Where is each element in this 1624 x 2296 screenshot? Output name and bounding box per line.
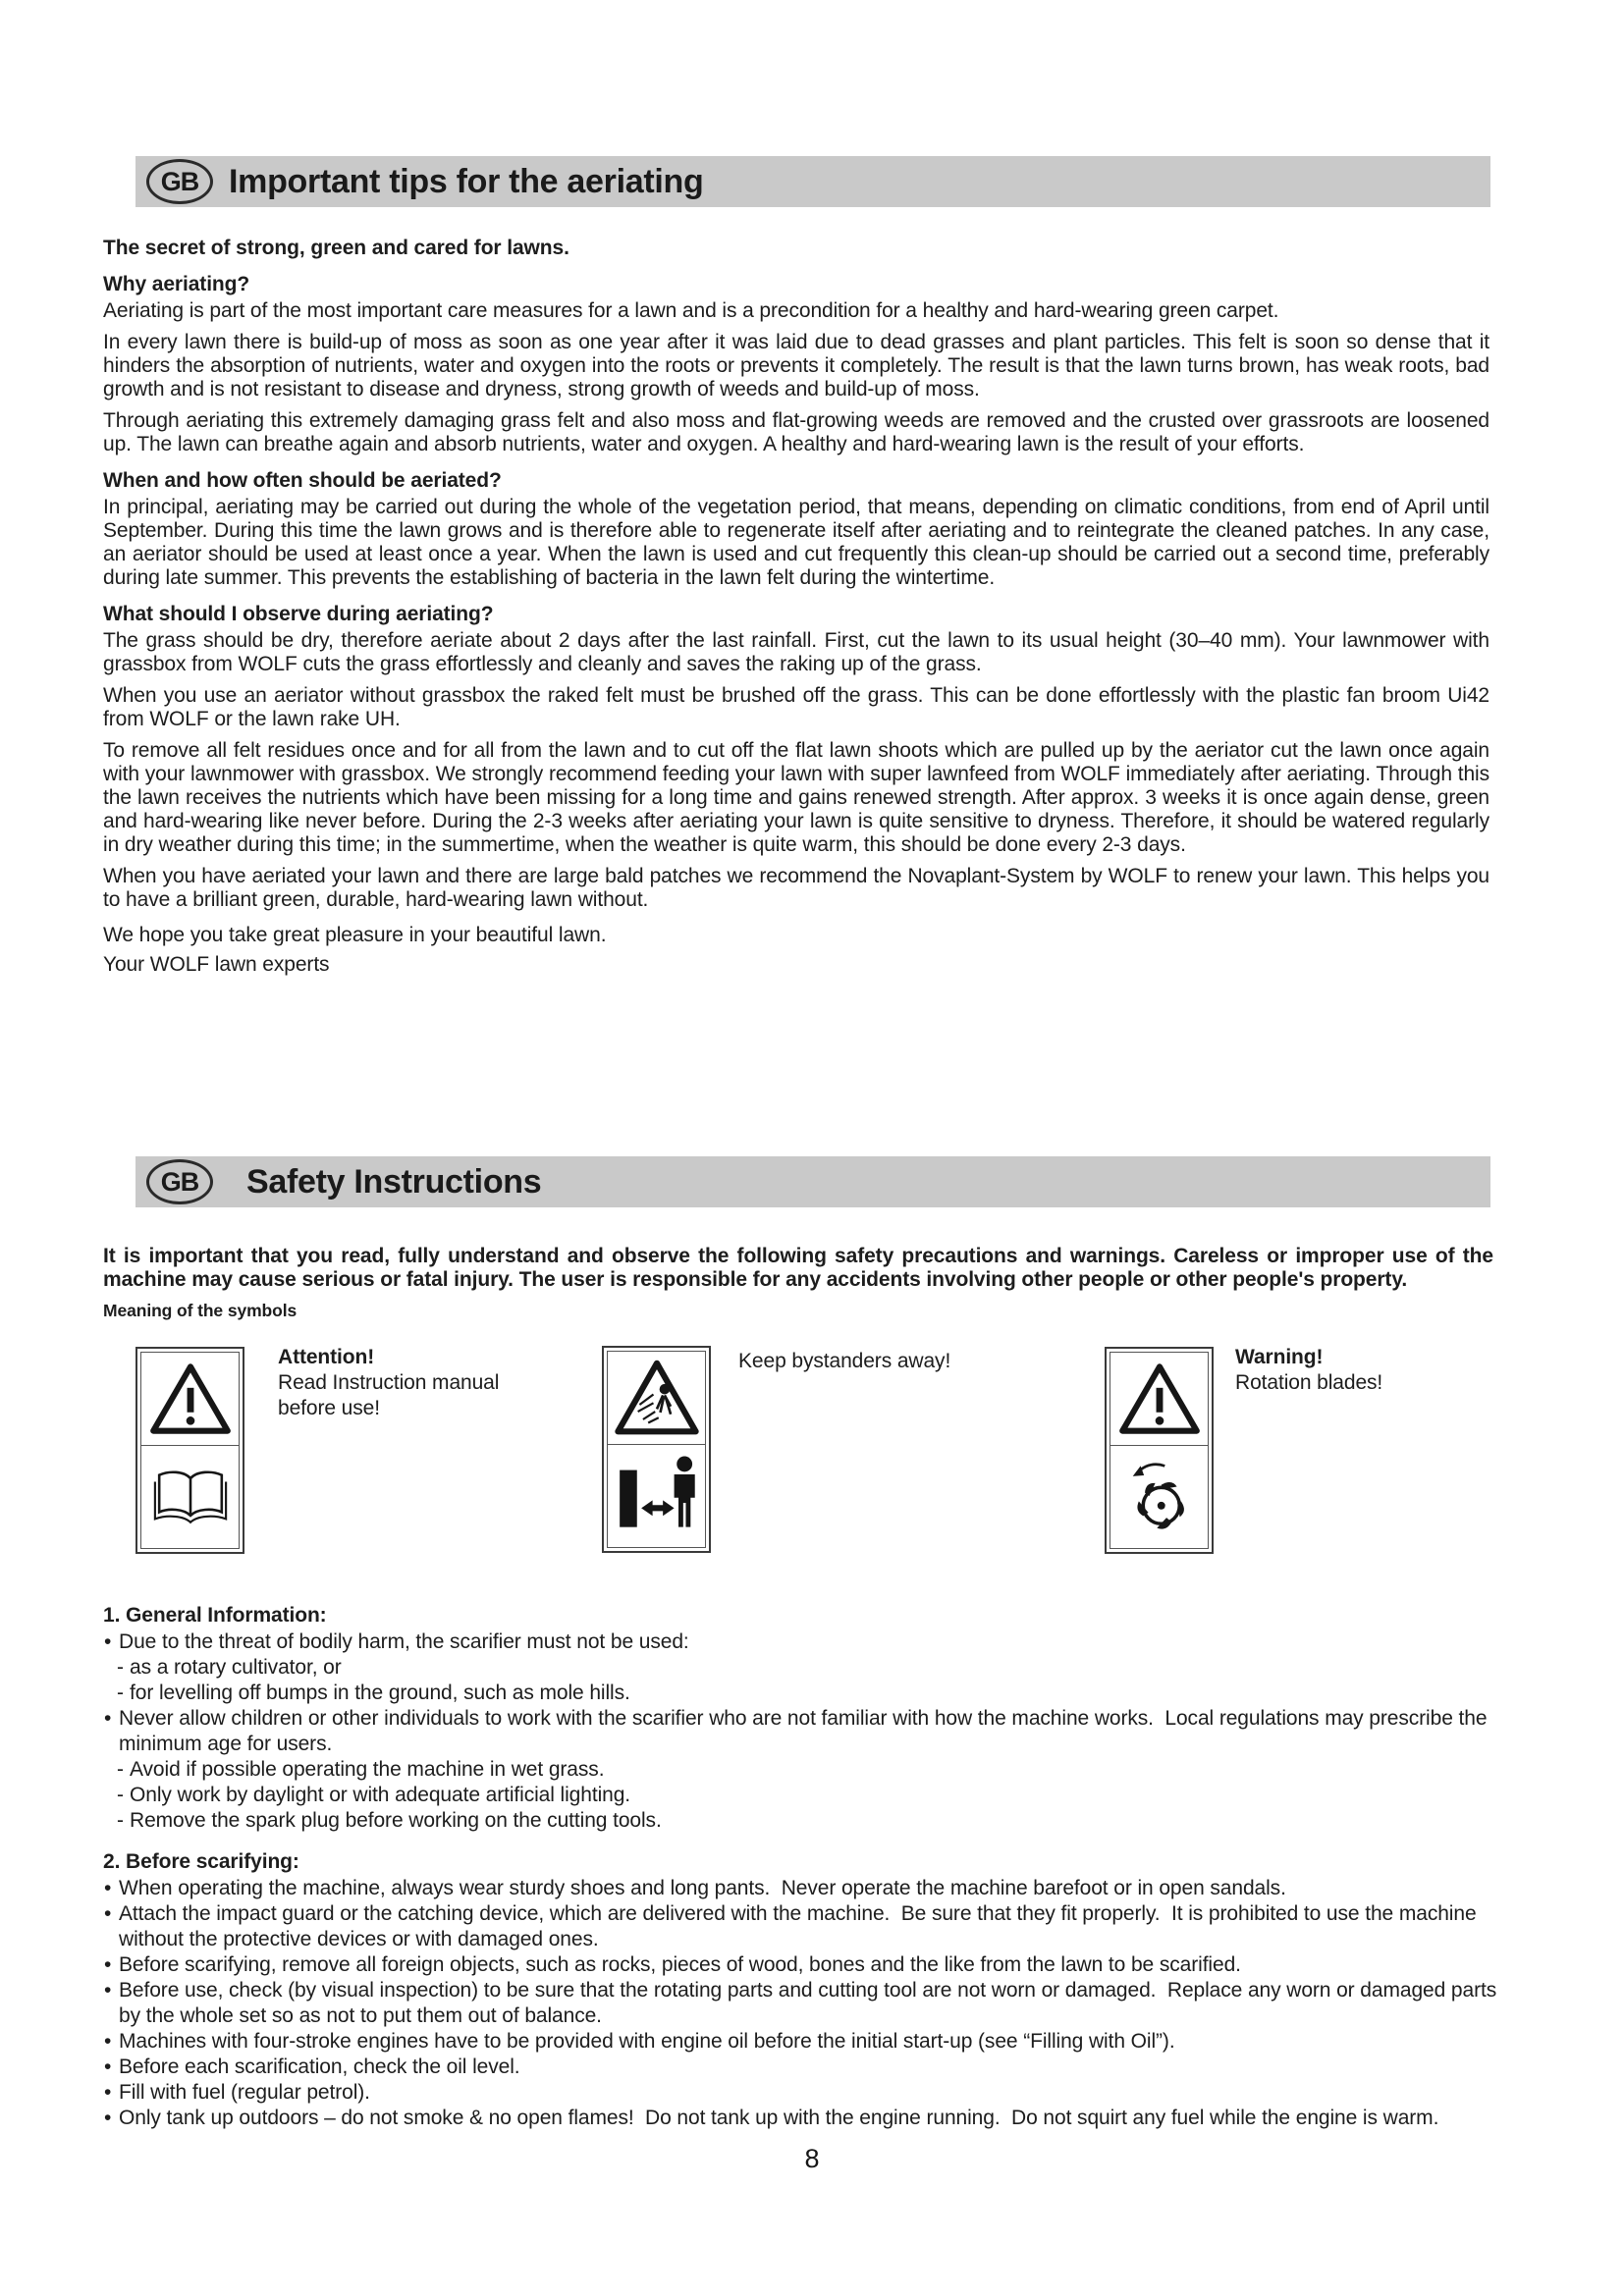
tips-paragraph: When you use an aeriator without grassbox the raked felt must be brushed off the grass. This can be done effortlessly with the plastic fan broom Ui42 from WOLF or the lawn rake UH. xyxy=(103,684,1489,730)
tips-paragraph: Through aeriating this extremely damaging grass felt and also moss and flat-growing weeds are removed and the crusted over grassroots are loosened up. The lawn can breathe again and absorb nutrients, water and oxygen. A healthy and hard-wearing lawn is the result of your efforts. xyxy=(103,409,1489,455)
bystanders-symbol-frame xyxy=(607,1351,706,1548)
rotation-label-line1: Rotation blades! xyxy=(1235,1371,1383,1394)
attention-label-title: Attention! xyxy=(278,1346,375,1368)
attention-symbol-frame xyxy=(140,1352,240,1549)
keep-distance-icon xyxy=(608,1445,705,1547)
gb-country-badge: GB xyxy=(146,159,213,204)
general-information-heading: 1. General Information: xyxy=(103,1604,327,1627)
tips-paragraph: In every lawn there is build-up of moss as soon as one year after it was laid due to dead grasses and plant particles. This felt is soon so dense that it hinders the absorption of nutrients, water and oxygen into the roots or prevents it completely. The result is that the lawn turns brown, has weak roots, bad growth and is not resistant to disease and dryness, strong growth of weeds and build-up of moss. xyxy=(103,331,1489,400)
list-subitem: - Remove the spark plug before working on the cutting tools. xyxy=(117,1808,1509,1834)
list-item: • Never allow children or other individuals to work with the scarifier who are not familiar with how the machine works. Local regulations may prescribe the minimum age for users. xyxy=(103,1706,1509,1757)
tips-heading-observe: What should I observe during aeriating? xyxy=(103,603,494,625)
tips-section-title: Important tips for the aeriating xyxy=(229,162,704,200)
list-subitem: - Avoid if possible operating the machine in wet grass. xyxy=(117,1757,1509,1783)
tips-paragraph: In principal, aeriating may be carried out during the whole of the vegetation period, that means, depending on climatic conditions, from end of April until September. During this time the lawn grows and is therefore able to regenerate itself after aeriating and to reintegrate the cleaned patches. In any case, an aeriator should be used at least once a year. When the lawn is used and cut frequently this clean-up should be carried out a second time, preferably during late summer. This prevents the establishing of bacteria in the lawn felt during the wintertime. xyxy=(103,496,1489,589)
list-item: • Only tank up outdoors – do not smoke & no open flames! Do not tank up with the engine running. Do not squirt any fuel while the engine is warm. xyxy=(103,2106,1509,2131)
tips-paragraph: Aeriating is part of the most important care measures for a lawn and is a precondition for a healthy and hard-wearing green carpet. xyxy=(103,299,1279,322)
rotation-symbol-box xyxy=(1105,1347,1214,1554)
tips-heading-why: Why aeriating? xyxy=(103,273,250,295)
page-number: 8 xyxy=(804,2144,820,2173)
list-item: • Attach the impact guard or the catching device, which are delivered with the machine. Be sure that they fit properly. It is prohibited to use the machine without the protective devices or with damaged ones. xyxy=(103,1901,1509,1952)
tips-header-bar xyxy=(135,156,1490,207)
warning-triangle-icon xyxy=(1110,1353,1208,1446)
list-subitem: - for levelling off bumps in the ground, such as mole hills. xyxy=(117,1681,1509,1706)
attention-symbol-box xyxy=(135,1347,244,1554)
safety-warning-paragraph: It is important that you read, fully understand and observe the following safety precautions and warnings. Careless or improper use of the machine may cause serious or fatal injury. The user is responsible for any accidents involving other people or other people's property. xyxy=(103,1245,1493,1291)
attention-symbol-label xyxy=(278,1345,543,1421)
bystanders-label-line1: Keep bystanders away! xyxy=(738,1350,951,1372)
rotating-blades-icon xyxy=(1110,1446,1208,1548)
before-scarifying-heading: 2. Before scarifying: xyxy=(103,1850,299,1873)
list-subitem: - as a rotary cultivator, or xyxy=(117,1655,1509,1681)
rotation-symbol-label xyxy=(1235,1345,1510,1396)
open-book-icon xyxy=(141,1446,239,1548)
tips-paragraph: To remove all felt residues once and for all from the lawn and to cut off the flat lawn shoots which are pulled up by the aeriator cut the lawn once again with your lawnmower with grassbox. We strongly recommend feeding your lawn with super lawnfeed from WOLF immediately after aeriating. Through this the lawn receives the nutrients which have been missing for a long time and gains renewed strength. After approx. 3 weeks it is once again dense, green and hard-wearing like never before. During the 2-3 weeks after aeriating your lawn is quite sensitive to dryness. Therefore, it should be watered regularly in dry weather during this time; in the summertime, when the weather is quite warm, this should be done every 2-3 days. xyxy=(103,739,1489,856)
tips-body xyxy=(103,237,1489,977)
tips-paragraph: When you have aeriated your lawn and there are large bald patches we recommend the Novaplant-System by WOLF to renew your lawn. This helps you to have a brilliant green, durable, hard-wearing lawn without. xyxy=(103,865,1489,911)
safety-header-bar xyxy=(135,1156,1490,1207)
bystanders-symbol-label xyxy=(738,1349,1053,1374)
gb-country-badge: GB xyxy=(146,1159,213,1204)
list-item: • Before each scarification, check the oil level. xyxy=(103,2055,1509,2080)
safety-section-title: Safety Instructions xyxy=(246,1162,542,1201)
tips-signature-line: Your WOLF lawn experts xyxy=(103,953,330,976)
tips-heading-when: When and how often should be aeriated? xyxy=(103,469,502,492)
rotation-label-title: Warning! xyxy=(1235,1346,1324,1368)
attention-label-line1: Read Instruction manual xyxy=(278,1371,500,1394)
warning-triangle-icon xyxy=(141,1353,239,1446)
symbols-heading: Meaning of the symbols xyxy=(103,1301,298,1320)
safety-lists xyxy=(103,1603,1509,2131)
tips-closing-line: We hope you take great pleasure in your beautiful lawn. xyxy=(103,924,607,946)
list-item: • Before scarifying, remove all foreign objects, such as rocks, pieces of wood, bones and the like from the lawn to be scarified. xyxy=(103,1952,1509,1978)
tips-lead-line: The secret of strong, green and cared for lawns. xyxy=(103,237,569,259)
attention-label-line2: before use! xyxy=(278,1397,380,1419)
list-subitem: - Only work by daylight or with adequate artificial lighting. xyxy=(117,1783,1509,1808)
list-item: • Fill with fuel (regular petrol). xyxy=(103,2080,1509,2106)
bystanders-symbol-box xyxy=(602,1346,711,1553)
list-item: • Due to the threat of bodily harm, the scarifier must not be used: xyxy=(103,1629,1509,1655)
list-item: • When operating the machine, always wear sturdy shoes and long pants. Never operate the machine barefoot or in open sandals. xyxy=(103,1876,1509,1901)
tips-paragraph: The grass should be dry, therefore aeriate about 2 days after the last rainfall. First, cut the lawn to its usual height (30–40 mm). Your lawnmower with grassbox from WOLF cuts the grass effortlessly and cleanly and saves the raking up of the grass. xyxy=(103,629,1489,675)
list-item: • Machines with four-stroke engines have to be provided with engine oil before the initial start-up (see “Filling with Oil”). xyxy=(103,2029,1509,2055)
rotation-symbol-frame xyxy=(1110,1352,1209,1549)
safety-intro xyxy=(103,1245,1493,1322)
thrown-objects-icon xyxy=(608,1352,705,1445)
list-item: • Before use, check (by visual inspection) to be sure that the rotating parts and cutting tool are not worn or damaged. Replace any worn or damaged parts by the whole set so as not to put them out of balance. xyxy=(103,1978,1509,2029)
